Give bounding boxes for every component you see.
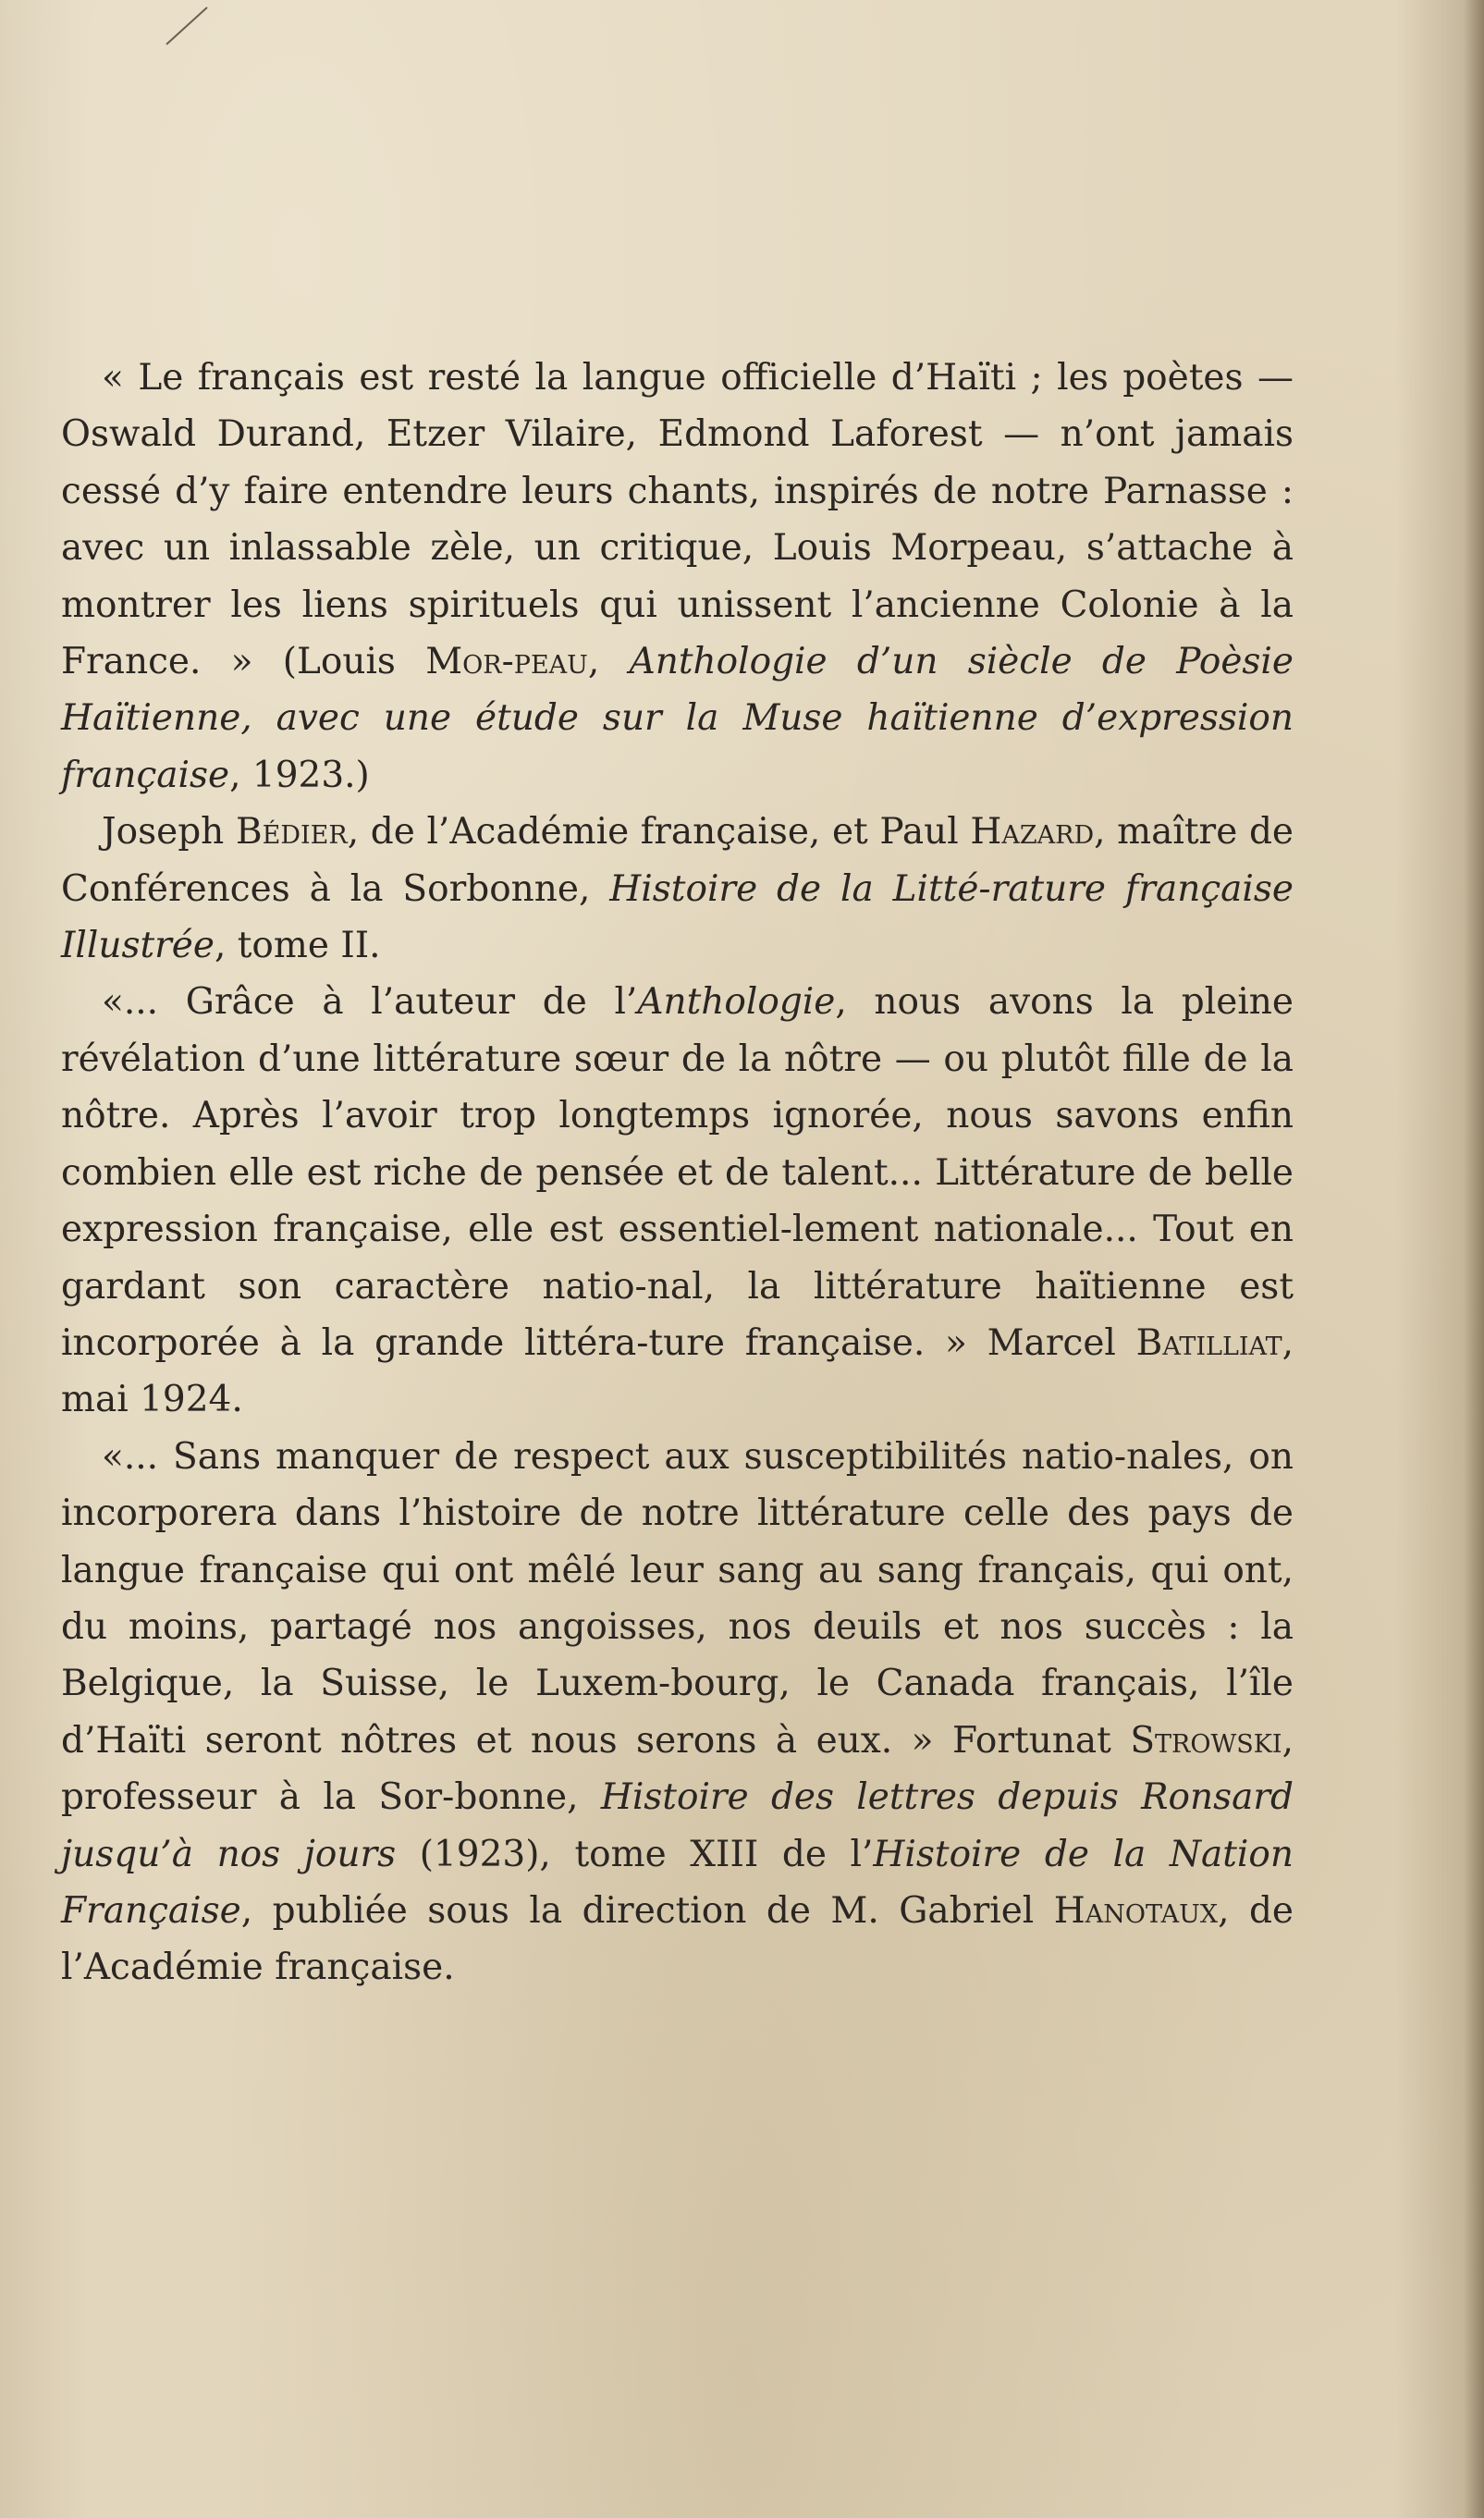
text-run: , nous avons la pleine révélation d’une littérature sœur de la nôtre — ou plutôt fille de la nôtre. Après l’avoir trop longtemps ignorée, nous savons enfin combien elle est riche de pensée et de talent... Littérature de belle expression française, elle est essentiel-lement nationale... Tout en gardant son caractère natio-nal, la littérature haïtienne est incorporée à la grande littéra-ture française. » Marcel — [61, 981, 1294, 1364]
text-run: « Le français est resté la langue officielle d’Haïti ; les poètes — Oswald Durand, Etzer Vilaire, Edmond Laforest — n’ont jamais cessé d’y faire entendre leurs chants, inspirés de notre Parnasse : avec un inlassable zèle, un critique, Louis Morpeau, s’attache à montrer les liens spirituels qui unissent l’ancienne Colonie à la France. » (Louis — [61, 357, 1294, 683]
text-run: , publiée sous la direction de M. Gabriel — [240, 1889, 1054, 1932]
title-italic: Anthologie d’un siècle de Poèsie Haïtienne, avec une étude sur la Muse haïtienne d’expression française — [61, 641, 1294, 796]
paragraph-bedier-hazard — [61, 804, 1294, 974]
text-run: , — [587, 641, 630, 683]
text-run: , mai 1924. — [61, 1321, 1294, 1421]
text-run: «... Grâce à l’auteur de l’ — [102, 981, 638, 1024]
text-run: , professeur à la Sor-bonne, — [61, 1719, 1294, 1819]
title-italic: Histoire de la Nation Française — [61, 1833, 1294, 1932]
text-run: , maître de Conférences à la Sorbonne, — [61, 811, 1294, 910]
text-run: «... Sans manquer de respect aux susceptibilités natio-nales, on incorporera dans l’histoire de notre littérature celle des pays de langue française qui ont mêlé leur sang au sang français, qui ont, du moins, partagé nos angoisses, nos deuils et nos succès : la Belgique, la Suisse, le Luxem-bourg, le Canada français, l’île d’Haïti seront nôtres et nous serons à eux. » Fortunat — [61, 1435, 1294, 1762]
text-run: , de l’Académie française. — [61, 1889, 1294, 1989]
title-italic: Anthologie — [637, 981, 836, 1024]
text-run: , tome II. — [214, 925, 381, 967]
text-run: , 1923.) — [229, 754, 370, 796]
author-surname: Hanotaux — [1053, 1889, 1219, 1932]
author-surname: Strowski — [1130, 1719, 1282, 1762]
author-surname: Hazard — [970, 811, 1095, 854]
pen-mark-icon — [165, 6, 211, 46]
title-italic: Histoire de la Litté-rature française Illustrée — [61, 867, 1294, 967]
paragraph-batilliat-quote — [61, 974, 1294, 1428]
quotations-text — [61, 350, 1294, 1996]
text-run: , de l’Académie française, et Paul — [347, 811, 971, 854]
page-edge-shadow — [1464, 0, 1484, 2518]
title-italic: Histoire des lettres depuis Ronsard jusqu’à nos jours — [61, 1776, 1294, 1875]
author-surname: Bédier — [235, 811, 348, 854]
text-run: Joseph — [102, 811, 236, 854]
text-run: (1923), tome XIII de l’ — [396, 1833, 874, 1875]
paragraph-strowski-quote — [61, 1429, 1294, 1996]
author-surname: Batilliat — [1135, 1321, 1282, 1364]
author-surname: Mor-peau — [425, 641, 588, 683]
paragraph-morpeau-quote — [61, 350, 1294, 804]
